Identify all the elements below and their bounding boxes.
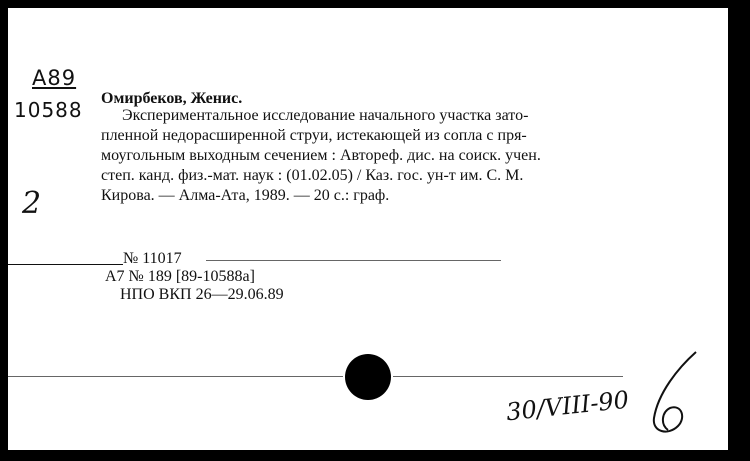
description-block: [101, 106, 701, 206]
rule-line: [8, 376, 343, 377]
description-line: степ. канд. физ.-мат. наук : (01.02.05) / Каз. гос. ун-т им. С. М.: [101, 167, 524, 184]
description-line: Экспериментальное исследование начального участка зато-: [122, 107, 529, 124]
description-line: Кирова. — Алма-Ата, 1989. — 20 с.: граф.: [101, 187, 390, 204]
catalog-card: [8, 8, 728, 450]
inventory-number: 10588: [14, 98, 83, 122]
catalog-line: А7 № 189 [89-10588а]: [105, 268, 255, 285]
org-line: НПО ВКП 26—29.06.89: [120, 286, 284, 303]
author-heading: Омирбеков, Женис.: [101, 90, 243, 107]
call-number: А89: [32, 66, 77, 90]
description-line: моугольным выходным сечением : Автореф. дис. на соиск. учен.: [101, 147, 541, 164]
description-line: пленной недорасширенной струи, истекающей из сопла с пря-: [101, 127, 527, 144]
signature-icon: [638, 348, 708, 438]
margin-mark: 2: [22, 186, 42, 221]
handwritten-date: 30/VIII-90: [504, 385, 631, 427]
rule-line: [206, 260, 501, 261]
rule-line: [8, 264, 123, 265]
punch-hole: [345, 354, 391, 400]
rule-line: [393, 376, 623, 377]
record-number: № 11017: [123, 250, 182, 267]
